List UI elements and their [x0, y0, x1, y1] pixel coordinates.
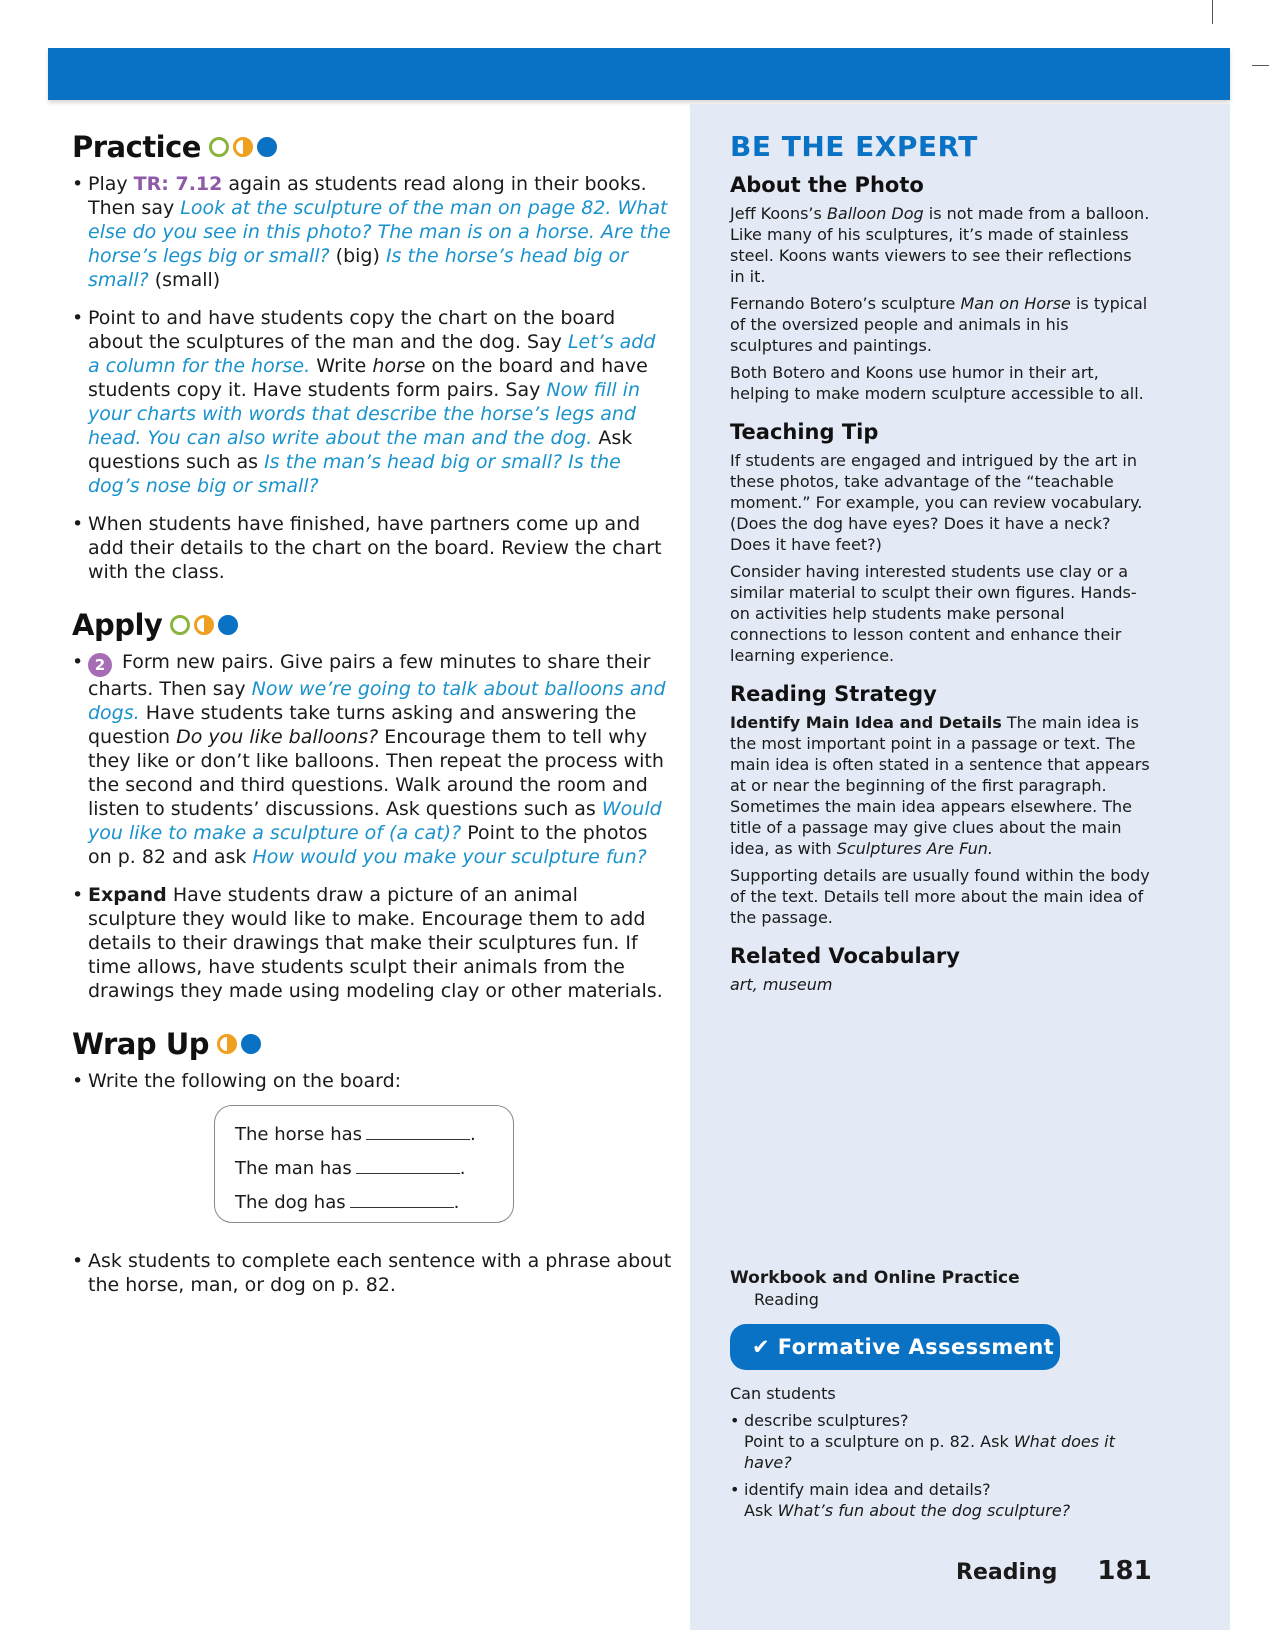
wrapup-title: Wrap Up — [72, 1027, 210, 1061]
fa-question-2: • identify main idea and details? — [730, 1479, 1150, 1500]
board-line: The dog has . — [235, 1188, 493, 1222]
reading-strategy-heading: Reading Strategy — [730, 682, 937, 706]
workbook-sub: Reading — [754, 1290, 819, 1309]
teaching-tip-heading: Teaching Tip — [730, 420, 879, 444]
practice-bullet-1: • Play TR: 7.12 again as students read along in their books. Then say Look at the sculpture of the man on page 82. What else do you see in this photo? The man is on a horse. Are the horse’s legs big or small? (big) Is the horse’s head big or small? (small) — [72, 172, 672, 292]
reading-strategy-p2: Supporting details are usually found within the body of the text. Details tell more about the main idea of the passage. — [730, 866, 1150, 927]
expand-label: Expand — [88, 884, 167, 906]
audio-track-ref: TR: 7.12 — [133, 173, 223, 195]
about-photo-p3: Both Botero and Koons use humor in their art, helping to make modern sculpture accessible to all. — [730, 363, 1144, 403]
header-band — [48, 48, 1230, 100]
workbook-title: Workbook and Online Practice — [730, 1268, 1020, 1288]
apply-heading — [72, 608, 672, 642]
related-vocab-heading: Related Vocabulary — [730, 944, 960, 968]
footer-label: Reading — [956, 1560, 1058, 1585]
level-dots — [217, 1034, 261, 1054]
wrapup-bullet-2: • Ask students to complete each sentence with a phrase about the horse, man, or dog on p. 82. — [72, 1249, 672, 1297]
advanced-level-icon — [241, 1034, 261, 1054]
fa-intro: Can students — [730, 1384, 836, 1403]
wrapup-bullet-1: • Write the following on the board: — [72, 1069, 672, 1093]
practice-heading — [72, 130, 672, 164]
fa-answer-1: Point to a sculpture on p. 82. Ask What does it have? — [744, 1432, 1115, 1472]
practice-list — [72, 172, 672, 584]
related-vocab-words: art, museum — [730, 975, 833, 994]
practice-bullet-2: • Point to and have students copy the chart on the board about the sculptures of the man and the dog. Say Let’s add a column for the horse. Write horse on the board and have students copy it. Have students form pairs. Say Now fill in your charts with words that describe the horse’s legs and head. You can also write about the man and the dog. Ask questions such as Is the man’s head big or small? Is the dog’s nose big or small? — [72, 306, 672, 498]
level-dots — [209, 137, 277, 157]
wrapup-list — [72, 1069, 672, 1093]
beginner-level-icon — [209, 137, 229, 157]
wrapup-section — [72, 1027, 672, 1297]
teaching-tip-p2: Consider having interested students use clay or a similar material to sculpt their own figures. Hands-on activities help students make personal connections to lesson content and enhance their learning experience. — [730, 562, 1137, 665]
practice-bullet-3: • When students have finished, have partners come up and add their details to the chart on the board. Review the chart with the class. — [72, 512, 672, 584]
blank-line — [356, 1155, 460, 1174]
reading-strategy-p1: Identify Main Idea and Details The main idea is the most important point in a passage or text. The main idea is often stated in a sentence that appears at or near the beginning of the first paragraph. Sometimes the main idea appears elsewhere. The title of a passage may give clues about the main idea, as with Sculptures Are Fun. — [730, 713, 1150, 858]
teaching-tip-p1: If students are engaged and intrigued by the art in these photos, take advantage of the “teachable moment.” For example, you can review vocabulary. (Does the dog have eyes? Does it have a neck? Does it have feet?) — [730, 451, 1143, 554]
advanced-level-icon — [218, 615, 238, 635]
board-line: The man has . — [235, 1154, 493, 1188]
beginner-level-icon — [170, 615, 190, 635]
wrapup-heading — [72, 1027, 672, 1061]
crop-mark-horizontal — [1252, 65, 1269, 66]
wrapup-list-2 — [72, 1249, 672, 1297]
page-number: 181 — [1097, 1556, 1152, 1586]
page-footer — [956, 1556, 1152, 1586]
workbook-block — [730, 1268, 1130, 1309]
intermediate-level-icon — [217, 1034, 237, 1054]
expert-title: BE THE EXPERT — [730, 130, 978, 163]
fa-question-1: • describe sculptures? — [730, 1410, 1150, 1431]
expert-column — [730, 130, 1150, 1001]
step-number-badge: 2 — [88, 653, 112, 677]
formative-assessment-body — [730, 1383, 1150, 1521]
about-photo-heading: About the Photo — [730, 173, 924, 197]
crop-mark-vertical — [1212, 0, 1213, 24]
board-sentences-box — [214, 1105, 514, 1223]
blank-line — [366, 1121, 470, 1140]
intermediate-level-icon — [233, 137, 253, 157]
fa-answer-2: Ask What’s fun about the dog sculpture? — [744, 1501, 1071, 1520]
apply-section — [72, 608, 672, 1003]
intermediate-level-icon — [194, 615, 214, 635]
apply-bullet-2: • Expand Have students draw a picture of an animal sculpture they would like to make. Encourage them to add details to their drawings that make their sculptures fun. If time allows, have students sculpt their animals from the drawings they made using modeling clay or other materials. — [72, 883, 672, 1003]
main-column — [72, 130, 672, 1321]
about-photo-p1: Jeff Koons’s Balloon Dog is not made from a balloon. Like many of his sculptures, it’s made of stainless steel. Koons wants viewers to see their reflections in it. — [730, 204, 1150, 286]
apply-title: Apply — [72, 608, 163, 642]
practice-title: Practice — [72, 130, 201, 164]
apply-bullet-1: • 2 Form new pairs. Give pairs a few minutes to share their charts. Then say Now we’re going to talk about balloons and dogs. Have students take turns asking and answering the question Do you like balloons? Encourage them to tell why they like or don’t like balloons. Then repeat the process with the second and third questions. Walk around the room and listen to students’ discussions. Ask questions such as Would you like to make a sculpture of (a cat)? Point to the photos on p. 82 and ask How would you make your sculpture fun? — [72, 650, 672, 869]
board-line: The horse has . — [235, 1120, 493, 1154]
apply-list — [72, 650, 672, 1003]
blank-line — [350, 1189, 454, 1208]
level-dots — [170, 615, 238, 635]
practice-section — [72, 130, 672, 584]
formative-assessment-banner: ✔ Formative Assessment — [730, 1324, 1060, 1370]
about-photo-p2: Fernando Botero’s sculpture Man on Horse is typical of the oversized people and animals in his sculptures and paintings. — [730, 294, 1148, 355]
advanced-level-icon — [257, 137, 277, 157]
